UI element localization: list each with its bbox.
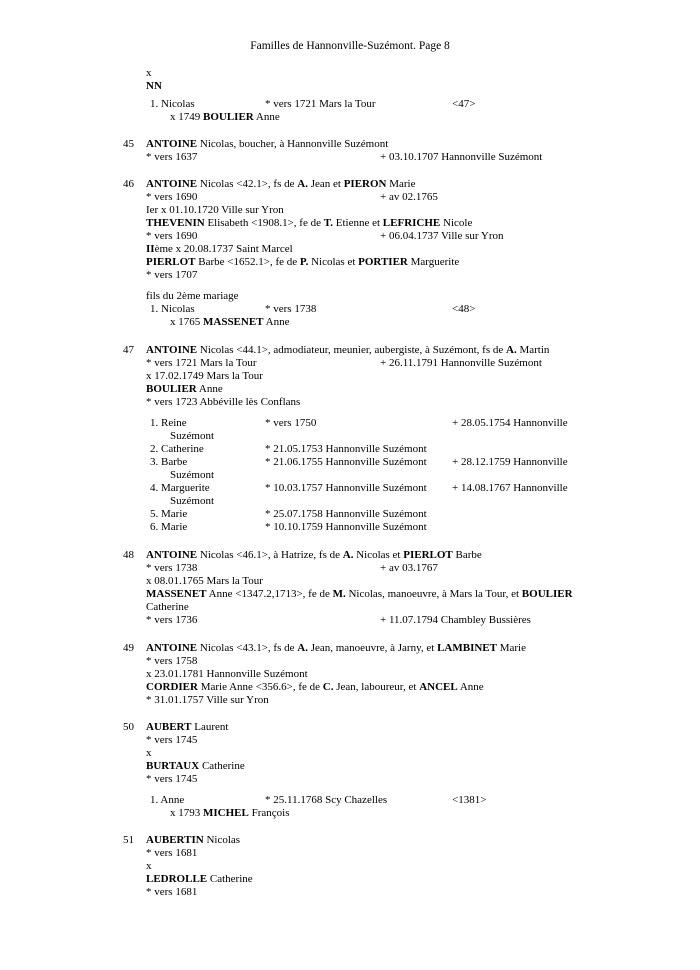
child-death: + 28.12.1759 Hannonville xyxy=(452,456,568,468)
birth: * vers 1690 xyxy=(146,191,198,203)
entry-number: 47 xyxy=(123,344,134,356)
marriage-mark: x xyxy=(146,747,152,759)
entry-head: ANTOINE Nicolas <43.1>, fs de A. Jean, manoeuvre, à Jarny, et LAMBINET Marie xyxy=(146,642,526,654)
children-note: fils du 2ème mariage xyxy=(146,290,239,302)
child-name: 1. Reine xyxy=(150,417,187,429)
child-name: 5. Marie xyxy=(150,508,188,520)
birth: * vers 1745 xyxy=(146,773,198,785)
spouse: LEDROLLE Catherine xyxy=(146,873,253,885)
spouse: CORDIER Marie Anne <356.6>, fe de C. Jean, laboureur, et ANCEL Anne xyxy=(146,681,484,693)
entry-number: 48 xyxy=(123,549,134,561)
birth: * vers 1690 xyxy=(146,230,198,242)
marriage: x 17.02.1749 Mars la Tour xyxy=(146,370,263,382)
child-name: 6. Marie xyxy=(150,521,188,533)
birth: * vers 1738 xyxy=(146,562,198,574)
entry-head: ANTOINE Nicolas <46.1>, à Hatrize, fs de A. Nicolas et PIERLOT Barbe xyxy=(146,549,482,561)
child-marriage: x 1749 BOULIER Anne xyxy=(170,111,280,123)
marriage-mark: x xyxy=(146,860,152,872)
marriage: x 08.01.1765 Mars la Tour xyxy=(146,575,263,587)
child-name: 3. Barbe xyxy=(150,456,188,468)
child-death-place: Suzémont xyxy=(170,430,214,442)
child-death-place: Suzémont xyxy=(170,495,214,507)
child-death-place: Suzémont xyxy=(170,469,214,481)
birth: * vers 1681 xyxy=(146,847,198,859)
entry-number: 49 xyxy=(123,642,134,654)
birth: * vers 1637 xyxy=(146,151,198,163)
page-header: Familles de Hannonville-Suzémont. Page 8 xyxy=(250,40,450,52)
spouse: MASSENET Anne <1347.2,1713>, fe de M. Nicolas, manoeuvre, à Mars la Tour, et BOULIER xyxy=(146,588,573,600)
death: + 11.07.1794 Chambley Bussières xyxy=(380,614,531,626)
marriage: Ier x 01.10.1720 Ville sur Yron xyxy=(146,204,284,216)
death: + av 02.1765 xyxy=(380,191,438,203)
child-birth: * vers 1750 xyxy=(265,417,317,429)
child-birth: * 25.11.1768 Scy Chazelles xyxy=(265,794,388,806)
entry-number: 45 xyxy=(123,138,134,150)
spouse: PIERLOT Barbe <1652.1>, fe de P. Nicolas et PORTIER Marguerite xyxy=(146,256,460,268)
spouse: BOULIER Anne xyxy=(146,383,223,395)
birth: * vers 1745 xyxy=(146,734,198,746)
child-death: + 14.08.1767 Hannonville xyxy=(452,482,568,494)
child-ref: <1381> xyxy=(452,794,487,806)
child-birth: * vers 1738 xyxy=(265,303,317,315)
death: + 26.11.1791 Hannonville Suzémont xyxy=(380,357,542,369)
child-ref: <47> xyxy=(452,98,476,110)
birth: * vers 1723 Abbéville lès Conflans xyxy=(146,396,301,408)
child-birth: * 21.05.1753 Hannonville Suzémont xyxy=(265,443,427,455)
spouse-cont: Catherine xyxy=(146,601,189,613)
child-birth: * 10.10.1759 Hannonville Suzémont xyxy=(265,521,427,533)
birth: * vers 1721 Mars la Tour xyxy=(146,357,257,369)
spouse: BURTAUX Catherine xyxy=(146,760,245,772)
child-name: 4. Marguerite xyxy=(150,482,210,494)
child-name: 2. Catherine xyxy=(150,443,204,455)
child-death: + 28.05.1754 Hannonville xyxy=(452,417,568,429)
entry-number: 50 xyxy=(123,721,134,733)
spouse-name: NN xyxy=(146,80,162,92)
child-name: 1. Anne xyxy=(150,794,185,806)
birth: * vers 1736 xyxy=(146,614,198,626)
child-marriage: x 1793 MICHEL François xyxy=(170,807,290,819)
death: + 06.04.1737 Ville sur Yron xyxy=(380,230,504,242)
child-birth: * vers 1721 Mars la Tour xyxy=(265,98,376,110)
birth: * 31.01.1757 Ville sur Yron xyxy=(146,694,269,706)
marriage-mark: x xyxy=(146,67,152,79)
birth: * vers 1758 xyxy=(146,655,198,667)
entry-head: ANTOINE Nicolas <42.1>, fs de A. Jean et PIERON Marie xyxy=(146,178,416,190)
entry-head: ANTOINE Nicolas <44.1>, admodiateur, meunier, aubergiste, à Suzémont, fs de A. Martin xyxy=(146,344,550,356)
child-ref: <48> xyxy=(452,303,476,315)
child-marriage: x 1765 MASSENET Anne xyxy=(170,316,290,328)
death: + 03.10.1707 Hannonville Suzémont xyxy=(380,151,543,163)
entry-number: 51 xyxy=(123,834,134,846)
child-name: 1. Nicolas xyxy=(150,303,195,315)
child-birth: * 10.03.1757 Hannonville Suzémont xyxy=(265,482,427,494)
marriage: IIème x 20.08.1737 Saint Marcel xyxy=(146,243,293,255)
child-birth: * 25.07.1758 Hannonville Suzémont xyxy=(265,508,427,520)
child-birth: * 21.06.1755 Hannonville Suzémont xyxy=(265,456,427,468)
entry-head: AUBERT Laurent xyxy=(146,721,229,733)
child-name: 1. Nicolas xyxy=(150,98,195,110)
entry-number: 46 xyxy=(123,178,134,190)
spouse: THEVENIN Elisabeth <1908.1>, fe de T. Etienne et LEFRICHE Nicole xyxy=(146,217,473,229)
birth: * vers 1681 xyxy=(146,886,198,898)
entry-head: AUBERTIN Nicolas xyxy=(146,834,241,846)
death: + av 03.1767 xyxy=(380,562,438,574)
marriage: x 23.01.1781 Hannonville Suzémont xyxy=(146,668,308,680)
birth: * vers 1707 xyxy=(146,269,198,281)
entry-head: ANTOINE Nicolas, boucher, à Hannonville Suzémont xyxy=(146,138,389,150)
